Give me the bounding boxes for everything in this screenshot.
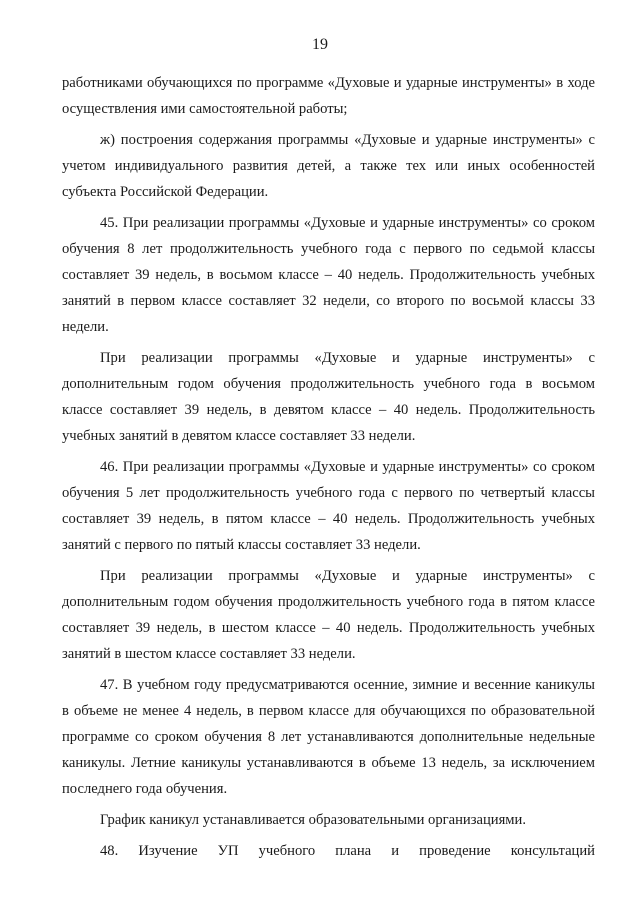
- paragraph-item-zh: ж) построения содержания программы «Духовые и ударные инструменты» с учетом индивидуального развития детей, а также тех или иных особенностей субъекта Российской Федерации.: [62, 132, 595, 200]
- paragraph-45-additional-year: При реализации программы «Духовые и ударные инструменты» с дополнительным годом обучения продолжительность учебного года в восьмом классе составляет 39 недель, в девятом классе – 40 недель. Продолжительность учебных занятий в девятом классе составляет 33 недели.: [62, 350, 595, 444]
- document-body: [62, 70, 595, 864]
- paragraph-vacation-schedule: График каникул устанавливается образовательными организациями.: [100, 812, 526, 828]
- paragraph-47: 47. В учебном году предусматриваются осенние, зимние и весенние каникулы в объеме не менее 4 недель, в первом классе для обучающихся по образовательной программе со сроком обучения 8 лет устанавливаются дополнительные недельные каникулы. Летние каникулы устанавливаются в объеме 13 недель, за исключением последнего года обучения.: [62, 677, 595, 797]
- paragraph-46-additional-year: При реализации программы «Духовые и ударные инструменты» с дополнительным годом обучения продолжительность учебного года в пятом классе составляет 39 недель, в шестом классе – 40 недель. Продолжительность учебных занятий в шестом классе составляет 33 недели.: [62, 568, 595, 662]
- page-number: 19: [312, 36, 328, 53]
- paragraph-48: 48. Изучение УП учебного плана и проведение консультаций: [100, 843, 595, 859]
- paragraph-45: 45. При реализации программы «Духовые и ударные инструменты» со сроком обучения 8 лет продолжительность учебного года с первого по седьмой классы составляет 39 недель, в восьмом классе – 40 недель. Продолжительность учебных занятий в первом классе составляет 32 недели, со второго по восьмой классы 33 недели.: [62, 215, 595, 335]
- paragraph-continuation: работниками обучающихся по программе «Духовые и ударные инструменты» в ходе осуществления ими самостоятельной работы;: [62, 75, 595, 117]
- paragraph-46: 46. При реализации программы «Духовые и ударные инструменты» со сроком обучения 5 лет продолжительность учебного года с первого по четвертый классы составляет 39 недель, в пятом классе – 40 недель. Продолжительность учебных занятий с первого по пятый классы составляет 33 недели.: [62, 459, 595, 553]
